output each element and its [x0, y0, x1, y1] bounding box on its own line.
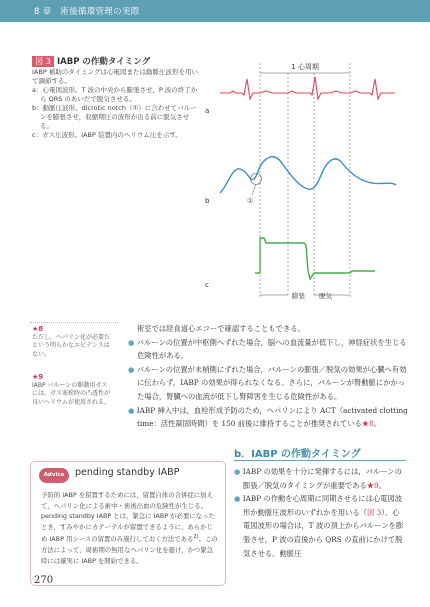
notch-leader-line [252, 184, 256, 195]
side-note-8-marker: ★8 [32, 325, 44, 333]
bullet-dot: ● [128, 405, 135, 415]
side-note-9 [32, 373, 112, 407]
figure-caption [32, 68, 200, 140]
side-note-9-marker: ★9 [32, 373, 44, 381]
body-bullet-1-text: バルーンの位置が中枢側へずれた場合，脳への血流量が低下し，神経症状を生じる危険性がある。 [136, 337, 407, 361]
advice-box [30, 461, 226, 586]
cycle-label: 1 心周期 [291, 63, 319, 71]
body-bullet-2-text: バルーンの位置が末梢側にずれた場合，バルーンの膨張／脱気の効果が心臓へ有効に伝わらず，IABP の効果が得られなくなる。さらに，バルーンが腎動脈にかかった場合，腎臓への血流が低下し腎障害を生じる危険性がある。 [136, 364, 407, 401]
body-bullet-3-end: 。 [373, 419, 382, 429]
bullet-dot: ● [128, 337, 135, 347]
footnote-ref-8[interactable]: ★8 [361, 419, 374, 429]
bullet-dot: ● [128, 364, 135, 374]
caption-a: a：心電図波形。T 波の中央から膨張させ，P 波の終了から QRS のあいだで脱気させる。 [32, 86, 198, 103]
body-echo-line: 術室では経食道心エコーで確認することもできる。 [137, 324, 305, 333]
advice-text-end: 。この方法によって，周術期の無用なヘパリン化を避け，かつ緊急時には確実に IABP を開始できる。 [41, 535, 218, 565]
advice-text-main: 予防的 IABP を留置するためには，留置自体の合併症に加えて，ヘパリン化による術中・術後出血の危険性が生じる。pending standby IABP とは，緊急に IABP が必要になったとき，すみやかにカテーテルが留置できるように，あらかじめ IABP 用シースの留置のみ施行しておく方法である [41, 491, 215, 544]
caption-intro: IABP 補助のタイミングは心電図または動脈圧波形を用いて調節する。 [32, 68, 199, 85]
body-bullet-3-text: IABP 挿入中は，血栓形成予防のため，ヘパリンにより ACT（activated clotting time：活性凝固時間）を 150 前後に維持することが推奨されている [136, 405, 408, 429]
section-bullet-2-text-end: ）。心電図波形の場合は，T 波の頂上からバルーンを膨張させ，P 波の直後から QRS の直前にかけて脱気させる。動脈圧 [243, 507, 404, 558]
bullet-dot: ● [234, 494, 241, 504]
inflate-label: 膨張 [292, 292, 305, 300]
bullet-dot: ● [234, 467, 241, 476]
section-bullet-2-text: IABP の作動を心周期に同期させるには心電図波形か動脈圧波形のいずれかを用いる（ [242, 494, 403, 517]
page-number: 270 [34, 575, 54, 586]
advice-title: pending standby IABP [75, 467, 180, 478]
advice-citation[interactable]: 2) [193, 534, 199, 541]
gas-waveform [255, 238, 375, 279]
panel-c-label: c [205, 281, 209, 289]
caption-b: b：動脈圧波形。dicrotic notch（①）に合わせてバルーンを膨張させ，収縮期圧の波形が出る前に脱気させる。 [32, 104, 197, 130]
side-note-divider [30, 322, 118, 323]
section-bullet-2 [234, 492, 406, 560]
section-bullet-1-text: IABP の効果を十分に発揮するには，バルーンの膨張／脱気のタイミングが重要である [242, 467, 402, 490]
footnote-ref-9[interactable]: ★9 [366, 480, 379, 490]
advice-badge: Advice [39, 468, 69, 483]
panel-a-label: a [205, 107, 210, 115]
body-bullet-2 [128, 363, 408, 404]
figure-title: IABP の作動タイミング [57, 57, 151, 67]
side-note-9-text: IABP バルーンの駆動用ガスには，ガス塞栓時の凸透性が良いヘリウムが使用される。 [32, 381, 111, 406]
notch-marker-label: ① [247, 197, 254, 205]
caption-c: c：ガス圧波形。IABP 装置内のヘリウム圧を示す。 [32, 131, 182, 139]
section-bullet-1 [234, 465, 406, 492]
advice-text [41, 490, 219, 566]
section-paragraphs [234, 465, 406, 560]
chapter-title: 8 章 術後循環管理の実際 [34, 7, 140, 17]
iabp-timing-figure [200, 55, 400, 315]
panel-b-label: b [205, 197, 210, 205]
section-underline [234, 460, 406, 461]
chapter-header-bar [0, 0, 430, 22]
side-note-8 [32, 325, 112, 359]
deflate-label: 脱気 [319, 292, 332, 300]
figure-ref-link[interactable]: 図 3 [367, 507, 382, 517]
section-title: b．IABP の作動タイミング [234, 449, 361, 460]
arterial-waveform [220, 157, 396, 193]
body-bullet-3 [128, 404, 408, 431]
body-bullet-1 [128, 336, 408, 363]
body-paragraphs [128, 322, 408, 431]
section-bullet-1-end: 。 [378, 480, 387, 490]
figure-badge: 図 3 [32, 56, 54, 67]
side-note-8-text: ただし，ヘパリン化が必要だという明らかなエビデンスはない。 [32, 333, 111, 358]
ecg-waveform [220, 77, 395, 99]
